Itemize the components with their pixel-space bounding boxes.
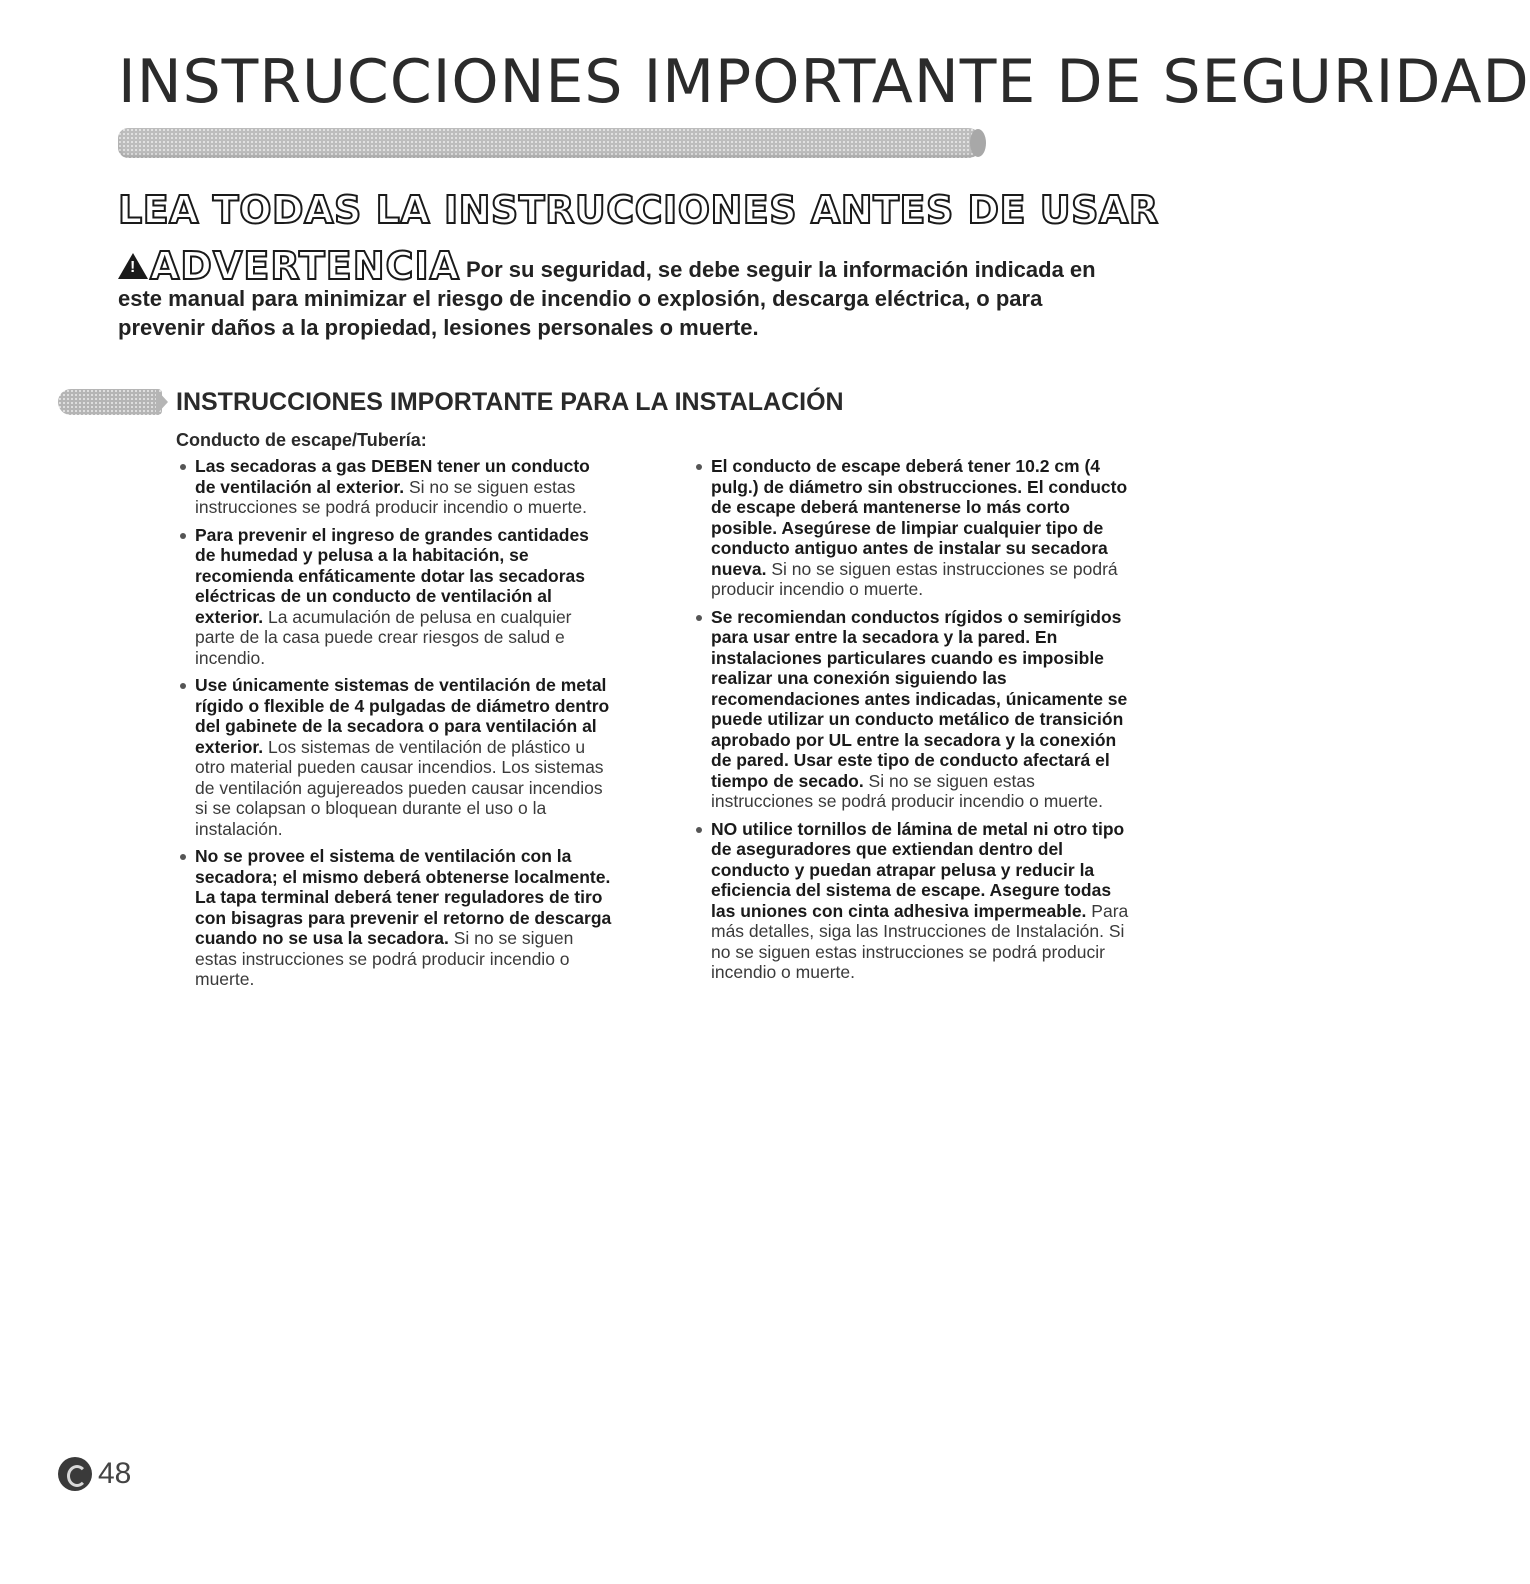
page-number: 48	[98, 1457, 132, 1490]
item-bold-text: El conducto de escape deberá tener 10.2 cm (4 pulg.) de diámetro sin obstrucciones. El conducto de escape deberá mantenerse lo más corto posible. Asegúrese de limpiar cualquier tipo de conducto antiguo antes de instalar su secadora nueva.	[711, 456, 1128, 579]
item-bold-text: Para prevenir el ingreso de grandes cantidades de humedad y pelusa a la habitación, se recomienda enfáticamente dotar las secadoras eléctricas de un conducto de ventilación al exterior.	[195, 524, 589, 627]
item-normal-text: Para más detalles, siga las Instrucciones de Instalación. Si no se siguen estas instrucciones se podrá producir incendio o muerte.	[711, 900, 1129, 982]
item-normal-text: Si no se siguen estas instrucciones se podrá producir incendio o muerte.	[711, 770, 1104, 811]
lg-logo-icon	[58, 1457, 92, 1491]
read-all-instructions-heading: LEA TODAS LA INSTRUCCIONES ANTES DE USAR	[118, 188, 1159, 232]
item-normal-text: Si no se siguen estas instrucciones se podrá producir incendio o muerte.	[711, 558, 1118, 599]
item-normal-text: Si no se siguen estas instrucciones se podrá producir incendio o muerte.	[195, 928, 574, 989]
section-bar-arrow-icon	[156, 389, 168, 415]
page-title: INSTRUCCIONES IMPORTANTE DE SEGURIDAD	[118, 47, 1530, 117]
warning-block	[118, 244, 1098, 342]
list-item	[178, 456, 613, 518]
title-decorative-bar	[118, 128, 983, 158]
left-column-list	[178, 456, 613, 997]
list-item	[694, 607, 1134, 812]
list-item	[694, 819, 1134, 983]
right-column-list	[694, 456, 1134, 990]
warning-word: ADVERTENCIA	[150, 244, 460, 288]
item-bold-text: Se recomiendan conductos rígidos o semirígidos para usar entre la secadora y la pared. En instalaciones particulares cuando es imposible realizar una conexión siguiendo las recomendaciones antes indicadas, únicamente se puede utilizar un conducto metálico de transición aprobado por UL entre la secadora y la conexión de pared. Usar este tipo de conducto afectará el tiempo de secado.	[711, 606, 1128, 791]
section-heading: INSTRUCCIONES IMPORTANTE PARA LA INSTALACIÓN	[176, 388, 844, 416]
item-normal-text: Los sistemas de ventilación de plástico u otro material pueden causar incendios. Los sistemas de ventilación agujereados pueden causar incendios si se colapsan o bloquean durante el uso o la instalación.	[195, 736, 604, 839]
item-bold-text: Use únicamente sistemas de ventilación de metal rígido o flexible de 4 pulgadas de diámetro dentro del gabinete de la secadora o para ventilación al exterior.	[195, 675, 610, 757]
list-item	[178, 525, 613, 669]
list-item	[178, 675, 613, 839]
list-item	[178, 846, 613, 990]
item-bold-text: Las secadoras a gas DEBEN tener un conducto de ventilación al exterior.	[195, 456, 590, 497]
item-normal-text: La acumulación de pelusa en cualquier parte de la casa puede crear riesgos de salud e incendio.	[195, 606, 572, 668]
title-bar-end-cap	[970, 129, 986, 157]
list-item	[694, 456, 1134, 600]
warning-triangle-icon	[118, 253, 148, 279]
section-subheading: Conducto de escape/Tubería:	[176, 430, 427, 450]
item-bold-text: NO utilice tornillos de lámina de metal ni otro tipo de aseguradores que extiendan dentro del conducto y puedan atrapar pelusa y reducir la eficiencia del sistema de escape. Asegure todas las uniones con cinta adhesiva impermeable.	[711, 818, 1125, 921]
warning-text: Por su seguridad, se debe seguir la información indicada en este manual para minimizar el riesgo de incendio o explosión, descarga eléctrica, o para prevenir daños a la propiedad, lesiones personales o muerte.	[118, 257, 1096, 340]
section-decorative-bar	[58, 389, 162, 415]
item-normal-text: Si no se siguen estas instrucciones se podrá producir incendio o muerte.	[195, 476, 588, 517]
item-bold-text: No se provee el sistema de ventilación con la secadora; el mismo deberá obtenerse localmente. La tapa terminal deberá tener reguladores de tiro con bisagras para prevenir el retorno de descarga cuando no se usa la secadora.	[195, 846, 612, 948]
